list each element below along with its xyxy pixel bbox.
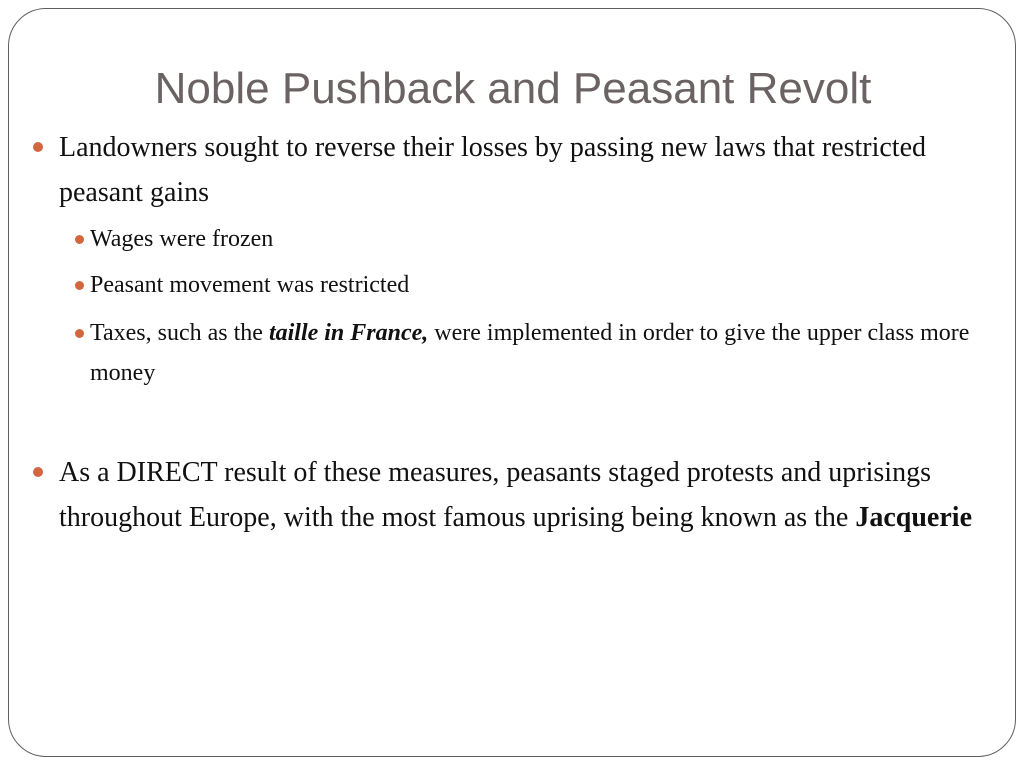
sub-bullet-wages (90, 219, 970, 259)
slide-title: Noble Pushback and Peasant Revolt (154, 64, 872, 113)
sub-bullet-movement (90, 265, 970, 305)
sub-bullet-taxes-before: Taxes, such as the (90, 320, 269, 346)
bullet-dot-icon (33, 467, 43, 477)
sub-bullet-wages-text: Wages were frozen (90, 226, 274, 252)
bullet-landowners-text: Landowners sought to reverse their losses by passing new laws that restricted peasant gains (59, 132, 927, 208)
bullet-jacquerie: Jacquerie (855, 502, 972, 533)
bullet-direct-result (59, 450, 979, 540)
bullet-list (9, 9, 1017, 758)
bullet-direct-result-text: As a DIRECT result of these measures, peasants staged protests and uprisings throughout Europe, with the most famous uprising being known as the (59, 457, 931, 533)
sub-bullet-dot-icon (75, 329, 84, 338)
sub-bullet-taxes (90, 313, 980, 393)
bullet-dot-icon (33, 142, 43, 152)
bullet-landowners (59, 125, 979, 215)
sub-bullet-dot-icon (75, 281, 84, 290)
sub-bullet-taxes-emphasis: taille in France, (268, 320, 429, 346)
sub-bullet-taxes-after: were implemented in order to give the upper class more money (90, 320, 970, 386)
sub-bullet-movement-text: Peasant movement was restricted (90, 272, 410, 298)
sub-bullet-dot-icon (75, 235, 84, 244)
slide-frame (8, 8, 1016, 757)
